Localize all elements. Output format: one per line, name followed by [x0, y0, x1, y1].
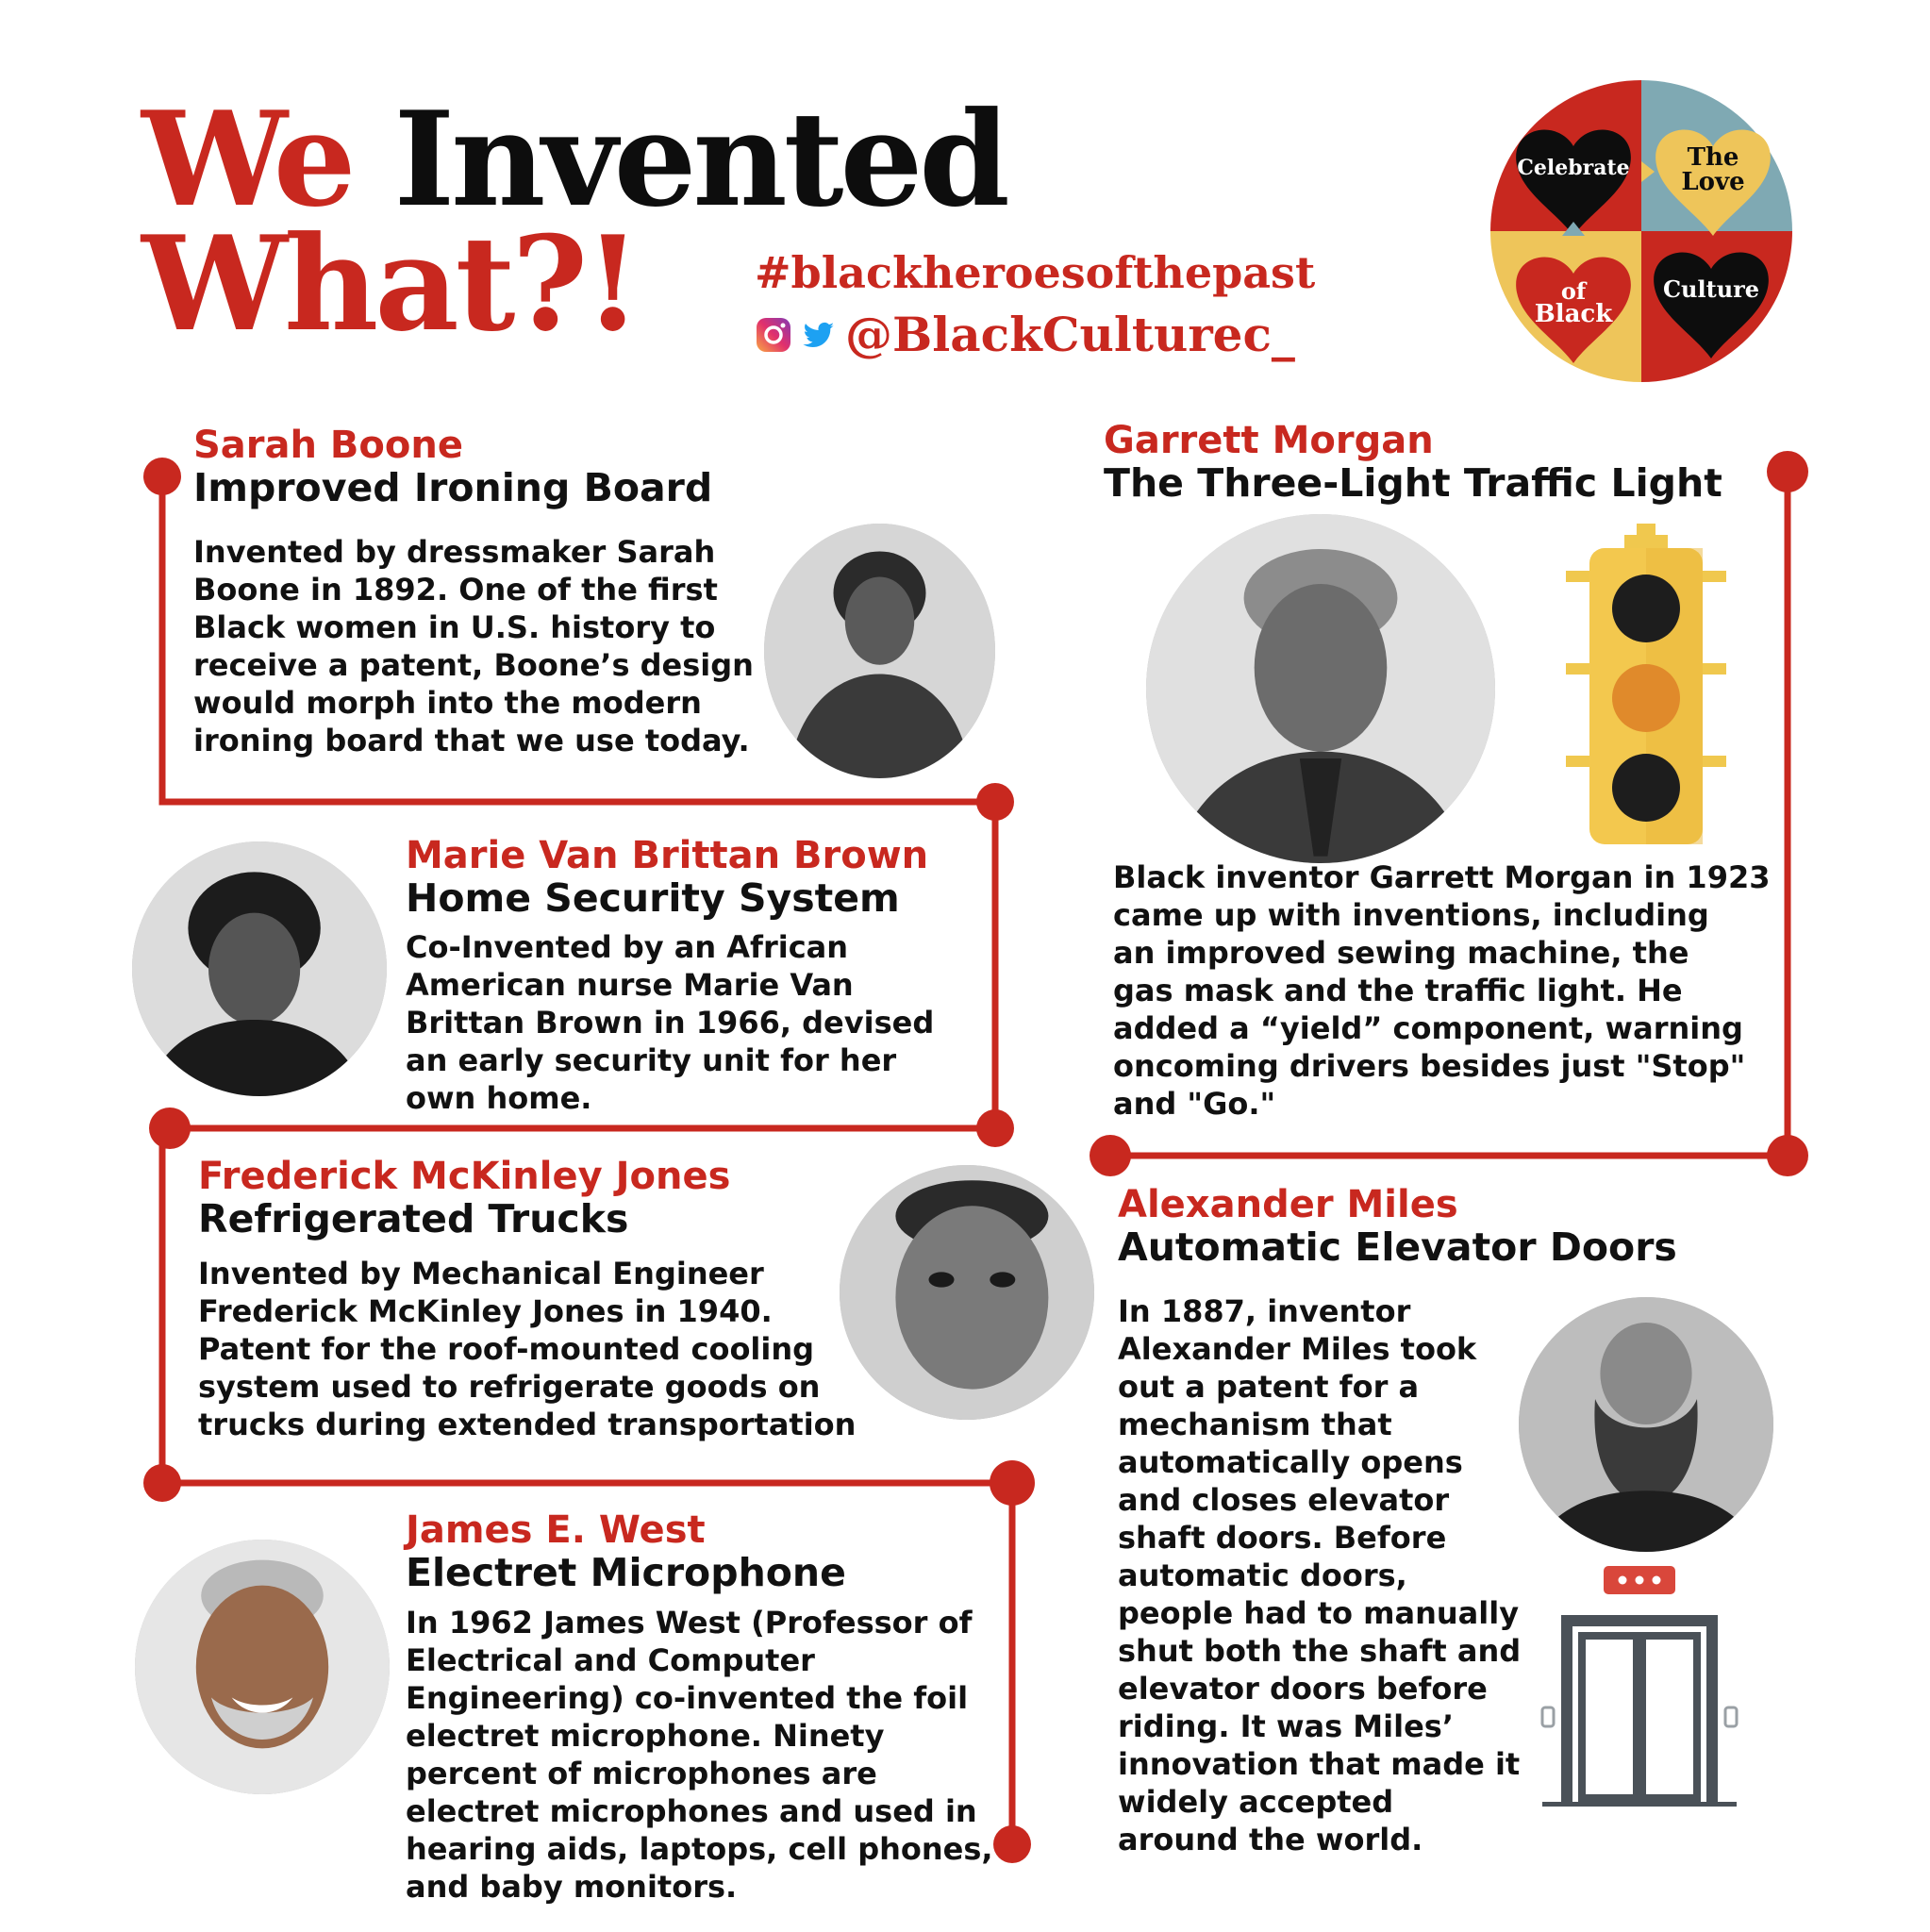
inventor-card-james-e-west [406, 1509, 846, 1594]
timeline-dot [1767, 451, 1808, 492]
inventor-name: James E. West [406, 1508, 706, 1552]
portrait-marie-van-brittan-brown [132, 841, 387, 1096]
invention-title: Automatic Elevator Doors [1118, 1224, 1677, 1270]
inventor-description: Invented by dressmaker Sarah Boone in 1892. One of the first Black women in U.S. history to receive a patent, Boone’s design would morph into the modern ironing board that we use today. [193, 534, 754, 758]
twitter-icon[interactable] [800, 316, 838, 354]
portrait-james-e-west [135, 1540, 390, 1794]
timeline-dot [990, 1460, 1035, 1506]
inventor-card-alexander-miles [1118, 1184, 1677, 1269]
portrait-garrett-morgan [1146, 514, 1495, 863]
instagram-icon[interactable] [755, 316, 792, 354]
portrait-alexander-miles [1519, 1297, 1773, 1552]
inventor-name: Marie Van Brittan Brown [406, 834, 929, 877]
hashtag: #blackheroesofthepast [755, 247, 1316, 298]
invention-title: Electret Microphone [406, 1550, 846, 1595]
logo-love: Love [1681, 168, 1745, 196]
timeline-dot [143, 458, 181, 495]
inventor-card-frederick-mckinley-jones [198, 1156, 730, 1241]
timeline-dot [149, 1108, 191, 1149]
timeline-dot [143, 1464, 181, 1502]
inventor-name: Alexander Miles [1118, 1183, 1458, 1226]
inventor-card-marie-van-brittan-brown [406, 835, 928, 920]
logo-of: of [1560, 277, 1587, 305]
timeline-dot [976, 1109, 1014, 1147]
logo-culture: Culture [1662, 275, 1760, 303]
page-title-line1 [141, 82, 1007, 236]
timeline-dot [976, 783, 1014, 821]
elevator-icon [1528, 1566, 1745, 1811]
timeline-dot [1767, 1135, 1808, 1176]
invention-title: Improved Ironing Board [193, 465, 713, 510]
logo-black: Black [1534, 300, 1613, 328]
logo-celebrate: Celebrate [1517, 156, 1630, 180]
inventor-description: In 1962 James West (Professor of Electrical and Computer Engineering) co-invented the foil electret microphone. Ninety percent of microphones are electret microphones and used in hearing aids, laptops, cell phones, and baby monitors. [406, 1605, 993, 1905]
logo-the: The [1687, 143, 1739, 172]
inventor-card-garrett-morgan [1104, 420, 1722, 505]
inventor-description: In 1887, inventor Alexander Miles took out a patent for a mechanism that automatically opens and closes elevator shaft doors. Before automatic doors, people had to manually shut both the shaft and elevator doors before riding. It was Miles’ innovation that made it widely accepted around the world. [1118, 1293, 1522, 1857]
inventor-card-sarah-boone [193, 425, 712, 509]
invention-title: Home Security System [406, 875, 900, 921]
traffic-light-icon [1566, 524, 1726, 844]
celebrate-logo [1490, 80, 1792, 382]
invention-title: The Three-Light Traffic Light [1104, 460, 1722, 506]
page-title-line2: What?! [141, 207, 638, 360]
inventor-name: Garrett Morgan [1104, 419, 1434, 462]
timeline-dot [993, 1825, 1031, 1863]
title-word-invented: Invented [393, 82, 1007, 236]
portrait-sarah-boone [764, 524, 995, 778]
portrait-frederick-mckinley-jones [840, 1165, 1094, 1420]
timeline-dot [1090, 1135, 1131, 1176]
title-word-we: We [141, 82, 353, 236]
inventor-description: Co-Invented by an African American nurse Marie Van Brittan Brown in 1966, devised an early security unit for her own home. [406, 929, 935, 1116]
inventor-name: Frederick McKinley Jones [198, 1155, 731, 1198]
social-handle-row [755, 307, 1295, 362]
inventor-description: Invented by Mechanical Engineer Frederick McKinley Jones in 1940. Patent for the roof-mounted cooling system used to refrigerate goods on trucks during extended transportation [198, 1256, 857, 1442]
invention-title: Refrigerated Trucks [198, 1196, 629, 1241]
inventor-name: Sarah Boone [193, 424, 463, 467]
social-handle[interactable]: @BlackCulturec_ [845, 307, 1295, 362]
inventor-description: Black inventor Garrett Morgan in 1923 came up with inventions, including an improved sewing machine, the gas mask and the traffic light. He added a “yield” component, warning oncoming drivers besides just "Stop" and "Go." [1113, 859, 1771, 1122]
